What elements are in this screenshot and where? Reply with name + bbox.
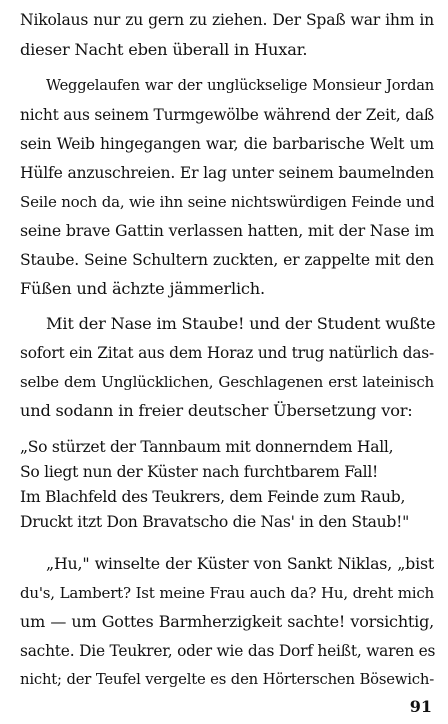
text-line: selbe dem Unglücklichen, Geschlagenen erst lateinisch <box>20 373 434 391</box>
text-line: Staube. Seine Schultern zuckten, er zappelte mit den <box>20 251 434 269</box>
text-line: sofort ein Zitat aus dem Horaz und trug natürlich das- <box>20 344 434 362</box>
page-number: 91 <box>409 697 432 716</box>
verse-line: „So stürzet der Tannbaum mit donnerndem Hall, <box>20 438 394 456</box>
text-line: nicht; der Teufel vergelte es den Hörterschen Bösewich- <box>20 671 434 688</box>
text-line: Seile noch da, wie ihn seine nichtswürdigen Feinde und <box>20 193 435 211</box>
text-line: Füßen und ächzte jämmerlich. <box>20 279 265 298</box>
text-line: um — um Gottes Barmherzigkeit sachte! vorsichtig, <box>20 612 434 631</box>
text-line: dieser Nacht eben überall in Huxar. <box>20 40 308 59</box>
text-line: und sodann in freier deutscher Übersetzung vor: <box>20 401 413 420</box>
text-line: du's, Lambert? Ist meine Frau auch da? Hu, dreht mich <box>20 584 434 602</box>
text-line: Weggelaufen war der unglückselige Monsieur Jordan <box>46 77 434 94</box>
text-line: Hülfe anzuschreien. Er lag unter seinem baumelnden <box>20 164 434 182</box>
text-line: seine brave Gattin verlassen hatten, mit der Nase im <box>20 221 435 240</box>
text-line: Nikolaus nur zu gern zu ziehen. Der Spaß war ihm in <box>20 11 434 29</box>
verse-line: Im Blachfeld des Teukrers, dem Feinde zum Raub, <box>20 488 406 506</box>
verse-line: So liegt nun der Küster nach furchtbarem Fall! <box>20 463 378 481</box>
text-line: nicht aus seinem Turmgewölbe während der Zeit, daß <box>20 106 434 124</box>
text-line: sachte. Die Teukrer, oder wie das Dorf heißt, waren es <box>20 642 436 660</box>
text-line: „Hu," winselte der Küster von Sankt Niklas, „bist <box>46 554 434 573</box>
verse-line: Druckt itzt Don Bravatscho die Nas' in den Staub!" <box>20 513 409 531</box>
text-line: Mit der Nase im Staube! und der Student wußte <box>46 314 436 333</box>
text-line: sein Weib hingegangen war, die barbarische Welt um <box>20 135 434 153</box>
